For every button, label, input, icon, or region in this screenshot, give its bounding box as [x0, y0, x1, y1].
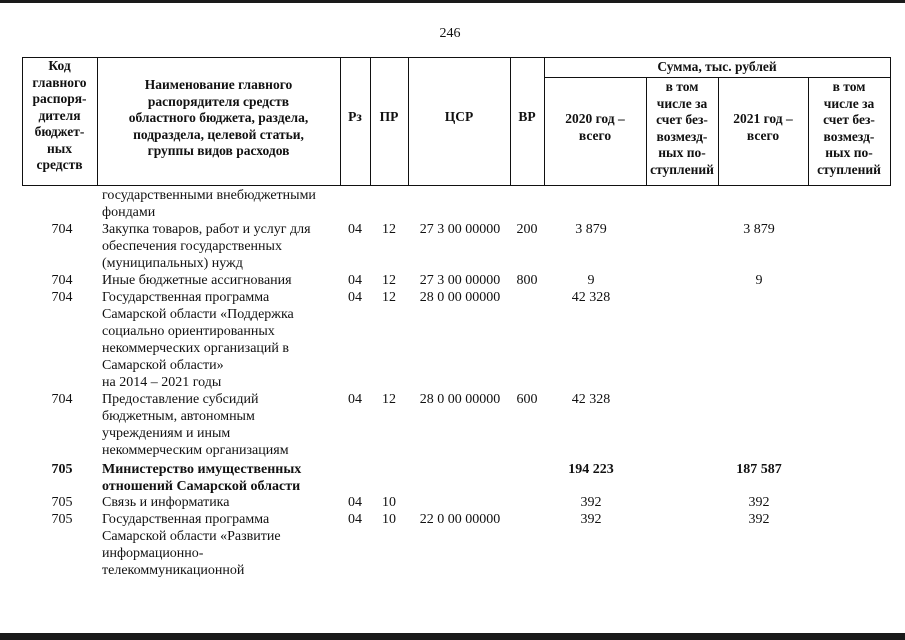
target-article-code: 27 3 00 00000 [419, 222, 501, 237]
sum-2020-total: 42 328 [571, 392, 611, 407]
section-code: 04 [348, 495, 362, 510]
item-name [102, 391, 289, 459]
header-2020-total-line: всего [578, 127, 612, 143]
item-name-line: Министерство имущественных [102, 462, 302, 477]
header-code-line: средств [36, 157, 83, 172]
item-name-line: информационно- [102, 546, 204, 561]
header-name [97, 77, 340, 160]
header-vr-line: ВР [518, 109, 536, 124]
sum-2021-total: 392 [748, 512, 770, 527]
header-code-line: распоря- [32, 91, 87, 106]
item-name-line: Государственная программа [102, 512, 270, 527]
header-bottom-rule [22, 185, 890, 186]
sum-2021-total: 187 587 [736, 462, 782, 477]
header-sum-group-line: Сумма, тыс. рублей [657, 59, 777, 74]
section-code: 04 [348, 273, 362, 288]
header-rz [340, 109, 370, 126]
header-2020-free-line: в том [665, 79, 699, 94]
item-name-line: некоммерческим организациям [102, 443, 289, 458]
item-name-line: фондами [102, 205, 156, 220]
header-2020-total [544, 111, 646, 144]
header-name-line: распорядителя средств [147, 93, 290, 109]
item-name-line: обеспечения государственных [102, 239, 282, 254]
header-code-line: дителя [38, 107, 81, 123]
subsection-code: 10 [382, 495, 396, 510]
subsection-code: 12 [382, 392, 396, 407]
subsection-code: 12 [382, 222, 396, 237]
item-name [102, 187, 316, 221]
section-code: 04 [348, 222, 362, 237]
item-name-line: Самарской области «Развитие [102, 529, 281, 544]
item-name-line: Предоставление субсидий [102, 392, 259, 407]
section-code: 04 [348, 392, 362, 407]
item-name-line: учреждениям и иным [102, 426, 231, 441]
item-name-line: некоммерческих организаций в [102, 341, 289, 356]
header-2020-free-line: счет без- [656, 112, 708, 127]
sum-2021-total: 392 [748, 495, 770, 510]
header-2020-free-line: числе за [656, 95, 708, 111]
expense-type-code: 600 [516, 392, 538, 407]
header-2020-total-line: 2020 год – [565, 111, 625, 126]
item-name-line: (муниципальных) нужд [102, 256, 243, 271]
header-2021-total-line: всего [746, 127, 780, 143]
scan-edge-top [0, 0, 905, 3]
header-2020-free-line: ступлений [650, 161, 714, 177]
sum-2020-total: 194 223 [568, 462, 614, 477]
item-name [102, 494, 229, 511]
budget-holder-code: 704 [51, 392, 73, 407]
header-2021-free-line: в том [832, 79, 866, 94]
header-vr [510, 109, 544, 126]
item-name-line: Государственная программа [102, 290, 270, 305]
subsection-code: 12 [382, 273, 396, 288]
scan-edge-bottom [0, 633, 905, 640]
header-code-line: бюджет- [34, 124, 85, 139]
header-2021-total [718, 111, 808, 144]
expense-type-code: 800 [516, 273, 538, 288]
item-name-line: социально ориентированных [102, 324, 275, 339]
item-name-line: бюджетным, автономным [102, 409, 255, 424]
budget-holder-code: 704 [51, 222, 73, 237]
sum-2020-total: 3 879 [575, 222, 607, 237]
header-name-line: подраздела, целевой статьи, [133, 126, 304, 142]
target-article-code: 28 0 00 00000 [419, 392, 501, 407]
expense-type-code: 200 [516, 222, 538, 237]
item-name-line: на 2014 – 2021 годы [102, 375, 222, 390]
header-pr [370, 109, 408, 126]
item-name [102, 461, 301, 495]
header-pr-line: ПР [379, 109, 399, 124]
header-name-line: Наименование главного [144, 77, 293, 92]
item-name-line: Иные бюджетные ассигнования [102, 273, 292, 288]
sum-2021-total: 9 [755, 273, 763, 288]
item-name-line: Связь и информатика [102, 495, 230, 510]
item-name-line: Закупка товаров, работ и услуг для [102, 222, 311, 237]
item-name-line: отношений Самарской области [102, 479, 301, 494]
header-code-line: главного [32, 74, 87, 90]
item-name-line: государственными внебюджетными [102, 188, 316, 203]
sum-2020-total: 392 [580, 495, 602, 510]
sum-2020-total: 9 [587, 273, 595, 288]
item-name-line: Самарской области» [102, 358, 224, 373]
target-article-code: 28 0 00 00000 [419, 290, 501, 305]
header-code [22, 58, 97, 174]
header-2021-total-line: 2021 год – [733, 111, 793, 126]
item-name-line: телекоммуникационной [102, 563, 245, 578]
budget-holder-code: 704 [51, 273, 73, 288]
header-sum-group [544, 59, 890, 76]
header-code-line: Код [48, 58, 71, 73]
item-name [102, 511, 281, 579]
header-top-rule [22, 57, 890, 58]
item-name [102, 289, 294, 391]
header-csr [408, 109, 510, 126]
section-code: 04 [348, 290, 362, 305]
header-code-line: ных [46, 140, 73, 156]
subsection-code: 10 [382, 512, 396, 527]
header-2021-free-line: числе за [823, 95, 875, 111]
sum-group-rule [544, 77, 890, 78]
item-name [102, 272, 292, 289]
sum-2021-total: 3 879 [743, 222, 775, 237]
header-2021-free [808, 79, 890, 178]
target-article-code: 27 3 00 00000 [419, 273, 501, 288]
sum-2020-total: 42 328 [571, 290, 611, 305]
page-number: 246 [439, 26, 461, 41]
budget-holder-code: 704 [51, 290, 73, 305]
header-2021-free-line: ных по- [825, 145, 873, 160]
header-csr-line: ЦСР [444, 109, 474, 124]
budget-holder-code: 705 [51, 512, 73, 527]
header-rz-line: Рз [348, 109, 362, 124]
header-2020-free [646, 79, 718, 178]
header-name-line: группы видов расходов [147, 143, 290, 158]
header-2020-free-line: возмезд- [656, 128, 708, 144]
header-2020-free-line: ных по- [658, 145, 706, 160]
target-article-code: 22 0 00 00000 [419, 512, 501, 527]
item-name [102, 221, 311, 272]
budget-holder-code: 705 [51, 462, 73, 477]
header-2021-free-line: ступлений [817, 161, 881, 177]
section-code: 04 [348, 512, 362, 527]
header-2021-free-line: счет без- [823, 112, 875, 127]
header-2021-free-line: возмезд- [823, 128, 875, 144]
item-name-line: Самарской области «Поддержка [102, 307, 294, 322]
subsection-code: 12 [382, 290, 396, 305]
sum-2020-total: 392 [580, 512, 602, 527]
header-column-rule [890, 57, 891, 186]
header-name-line: областного бюджета, раздела, [128, 110, 309, 125]
budget-holder-code: 705 [51, 495, 73, 510]
